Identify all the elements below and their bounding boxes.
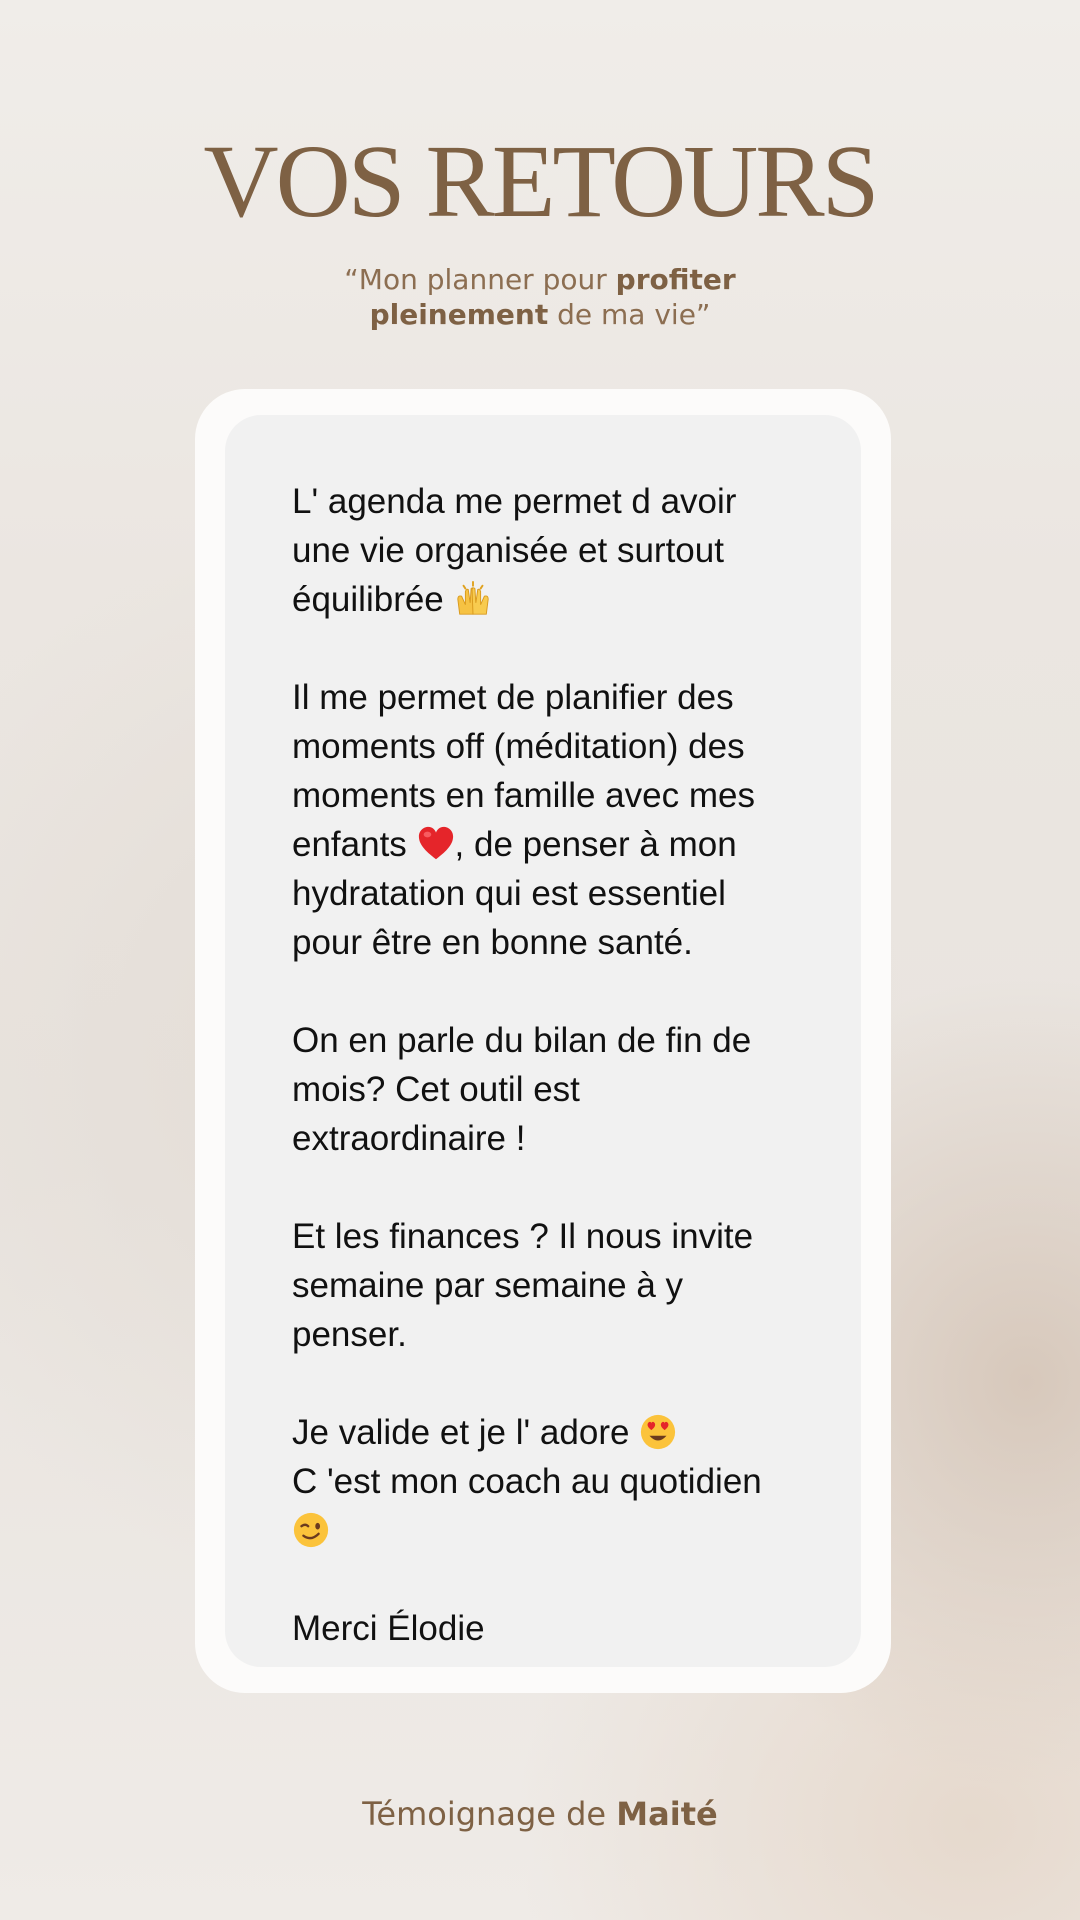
message-paragraph [292, 1408, 831, 1555]
message-line: C 'est mon coach au quotidien [292, 1462, 762, 1501]
message-line: L' agenda me permet d avoir [292, 482, 737, 521]
subtitle-quote [0, 262, 1080, 332]
heart-eyes-icon [639, 1413, 677, 1451]
testimonial-author [0, 1795, 1080, 1833]
message-line: moments en famille avec mes [292, 776, 755, 815]
page-title: VOS RETOURS [203, 124, 877, 239]
message-line: mois? Cet outil est [292, 1070, 580, 1109]
message-line [292, 575, 831, 624]
message-line: une vie organisée et surtout [292, 531, 724, 570]
message-line [292, 1408, 831, 1457]
message-text: enfants [292, 825, 417, 864]
message-text: équilibrée [292, 580, 454, 619]
testimonial-message [292, 477, 831, 1653]
message-paragraph [292, 1212, 831, 1359]
red-heart-icon [417, 825, 455, 863]
message-paragraph [292, 477, 831, 624]
subtitle-text-end: de ma vie” [548, 298, 711, 331]
message-bubble [225, 415, 861, 1667]
subtitle-text-bold: profiter pleinement [369, 263, 736, 331]
message-text: Je valide et je l' adore [292, 1413, 640, 1452]
message-line: Il me permet de planifier des [292, 678, 734, 717]
message-line: moments off (méditation) des [292, 727, 745, 766]
message-line: pour être en bonne santé. [292, 923, 693, 962]
message-line: hydratation qui est essentiel [292, 874, 726, 913]
message-paragraph [292, 1016, 831, 1163]
message-line: extraordinaire ! [292, 1119, 526, 1158]
message-paragraph [292, 673, 831, 967]
testimonial-card [195, 389, 891, 1693]
author-prefix: Témoignage de [362, 1795, 617, 1833]
message-line: Et les finances ? Il nous invite [292, 1217, 754, 1256]
subtitle-text-start: “Mon planner pour [344, 263, 616, 296]
message-paragraph [292, 1604, 831, 1653]
message-line: penser. [292, 1315, 407, 1354]
author-name: Maité [616, 1795, 718, 1833]
message-line: semaine par semaine à y [292, 1266, 684, 1305]
winking-face-icon [292, 1511, 330, 1549]
message-line [292, 1506, 831, 1555]
message-line [292, 820, 831, 869]
raising-hands-icon [454, 580, 492, 618]
message-text: , de penser à mon [454, 825, 737, 864]
message-signoff: Merci Élodie [292, 1609, 485, 1648]
message-line: On en parle du bilan de fin de [292, 1021, 752, 1060]
